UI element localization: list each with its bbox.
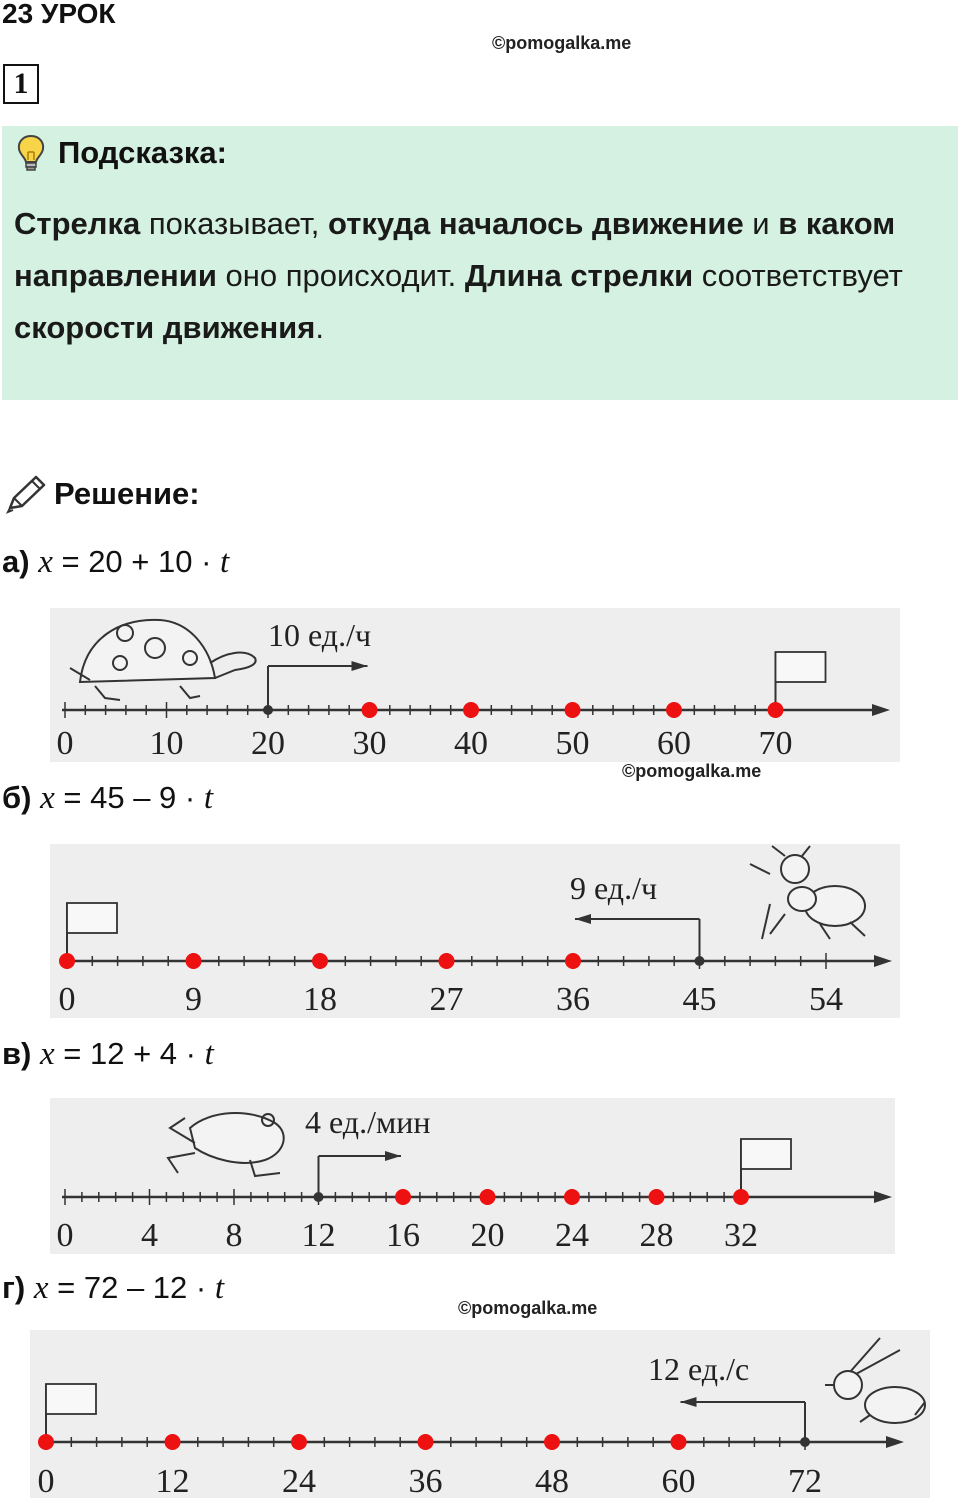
tick-label: 12	[155, 1463, 190, 1498]
tick-label: 40	[454, 725, 488, 762]
tick-label: 18	[303, 981, 337, 1018]
equation-b	[2, 780, 213, 817]
hint-heading	[16, 134, 227, 172]
hint-part: .	[315, 310, 324, 345]
position-dot	[480, 1189, 496, 1205]
position-dot	[186, 953, 202, 969]
axis-arrowhead	[874, 1191, 892, 1203]
tick-label: 10	[149, 725, 184, 762]
tick-label: 45	[682, 981, 717, 1018]
flag	[776, 652, 826, 682]
position-dot	[544, 1434, 560, 1450]
equation-body: = 45 – 9 ·	[54, 780, 204, 815]
speed-arrowhead	[385, 1151, 401, 1161]
position-dot	[564, 1189, 580, 1205]
equation-tvar: t	[214, 1270, 225, 1306]
hint-part: показывает,	[140, 206, 329, 241]
flag	[741, 1139, 791, 1169]
position-dot	[649, 1189, 665, 1205]
speed-label: 12 ед./с	[648, 1351, 750, 1387]
tick-label: 54	[809, 981, 843, 1018]
solution-title: Решение:	[54, 476, 200, 511]
position-dot	[565, 953, 581, 969]
tick-label: 70	[758, 725, 793, 762]
ant-icon	[750, 846, 865, 939]
number-line-b	[50, 844, 900, 1018]
hint-text	[14, 198, 914, 354]
tick-label: 32	[724, 1217, 758, 1254]
position-dot	[395, 1189, 411, 1205]
equation-body: = 20 + 10 ·	[52, 544, 221, 579]
speed-arrowhead	[352, 661, 368, 671]
number-line-panel-b	[50, 844, 900, 1018]
tick-label: 27	[429, 981, 464, 1018]
position-dot	[565, 702, 581, 718]
position-dot	[418, 1434, 434, 1450]
position-dot	[463, 702, 479, 718]
number-line-panel-a	[50, 608, 900, 762]
speed-arrowhead	[575, 914, 591, 924]
tick-label: 72	[788, 1463, 822, 1498]
hint-part: Стрелка	[14, 206, 141, 241]
turtle-icon	[70, 620, 256, 700]
pencil-icon	[4, 474, 48, 514]
speed-label: 9 ед./ч	[570, 870, 658, 906]
position-dot	[666, 702, 682, 718]
watermark-mid: ©pomogalka.me	[622, 761, 762, 781]
tick-label: 60	[661, 1463, 696, 1498]
axis-arrowhead	[886, 1436, 904, 1448]
tick-label: 30	[352, 725, 387, 762]
equation-var: x	[33, 1270, 49, 1306]
tick-label: 36	[408, 1463, 443, 1498]
tick-label: 48	[535, 1463, 569, 1498]
tick-label: 4	[141, 1217, 158, 1254]
equation-a	[2, 544, 229, 581]
lesson-title: 23 УРОК	[2, 0, 116, 29]
equation-label: в)	[2, 1036, 32, 1071]
equation-body: = 72 – 12 ·	[48, 1270, 215, 1305]
tick-label: 20	[251, 725, 285, 762]
watermark-top: ©pomogalka.me	[492, 33, 632, 53]
position-dot	[768, 702, 784, 718]
equation-var: x	[40, 1036, 55, 1072]
equation-var: x	[38, 544, 53, 580]
start-point	[314, 1192, 324, 1202]
tick-label: 12	[301, 1217, 336, 1254]
position-dot	[38, 1434, 54, 1450]
equation-tvar: t	[204, 1036, 214, 1072]
position-dot	[59, 953, 75, 969]
tick-label: 0	[56, 1217, 74, 1254]
task-number: 1	[3, 64, 39, 104]
number-line-d	[30, 1330, 930, 1498]
hint-title: Подсказка:	[58, 135, 227, 170]
hint-part: Длина стрелки	[464, 258, 694, 293]
position-dot	[439, 953, 455, 969]
equation-c	[2, 1036, 214, 1073]
equation-label: г)	[2, 1270, 26, 1305]
position-dot	[312, 953, 328, 969]
equation-var: x	[40, 780, 55, 816]
hint-part: в каком направлении	[14, 206, 896, 293]
tick-label: 9	[185, 981, 202, 1018]
position-dot	[733, 1189, 749, 1205]
tick-label: 36	[556, 981, 590, 1018]
number-line-c	[50, 1098, 895, 1254]
equation-body: = 12 + 4 ·	[54, 1036, 205, 1071]
watermark-bottom: ©pomogalka.me	[458, 1298, 598, 1318]
flag	[46, 1384, 96, 1414]
frog-icon	[168, 1113, 284, 1176]
lightbulb-icon	[16, 134, 46, 172]
rabbit-icon	[825, 1338, 925, 1423]
equation-tvar: t	[203, 780, 214, 816]
tick-label: 20	[470, 1217, 505, 1254]
hint-part: откуда началось движение	[328, 206, 744, 241]
start-point	[800, 1437, 810, 1447]
position-dot	[362, 702, 378, 718]
speed-label: 10 ед./ч	[268, 617, 372, 653]
axis-arrowhead	[872, 704, 890, 716]
hint-part: скорости движения	[14, 310, 316, 345]
tick-label: 28	[639, 1217, 674, 1254]
number-line-a	[50, 608, 900, 762]
axis-arrowhead	[874, 955, 892, 967]
number-line-panel-c	[50, 1098, 895, 1254]
speed-arrowhead	[681, 1397, 697, 1407]
equation-label: а)	[2, 544, 30, 579]
position-dot	[671, 1434, 687, 1450]
solution-heading	[4, 474, 200, 514]
hint-part: соответствует	[693, 258, 903, 293]
tick-label: 24	[282, 1463, 316, 1498]
tick-label: 0	[37, 1463, 55, 1498]
number-line-panel-d	[30, 1330, 930, 1498]
tick-label: 0	[56, 725, 74, 762]
hint-part: оно происходит.	[216, 258, 465, 293]
hint-part: и	[743, 206, 779, 241]
flag	[67, 903, 117, 933]
start-point	[695, 956, 705, 966]
tick-label: 60	[657, 725, 691, 762]
equation-d	[2, 1270, 224, 1307]
equation-tvar: t	[220, 544, 230, 580]
tick-label: 24	[555, 1217, 589, 1254]
speed-label: 4 ед./мин	[305, 1104, 431, 1140]
start-point	[263, 705, 273, 715]
tick-label: 50	[555, 725, 590, 762]
tick-label: 0	[58, 981, 76, 1018]
position-dot	[291, 1434, 307, 1450]
tick-label: 16	[386, 1217, 420, 1254]
position-dot	[165, 1434, 181, 1450]
equation-label: б)	[2, 780, 32, 815]
tick-label: 8	[225, 1217, 243, 1254]
